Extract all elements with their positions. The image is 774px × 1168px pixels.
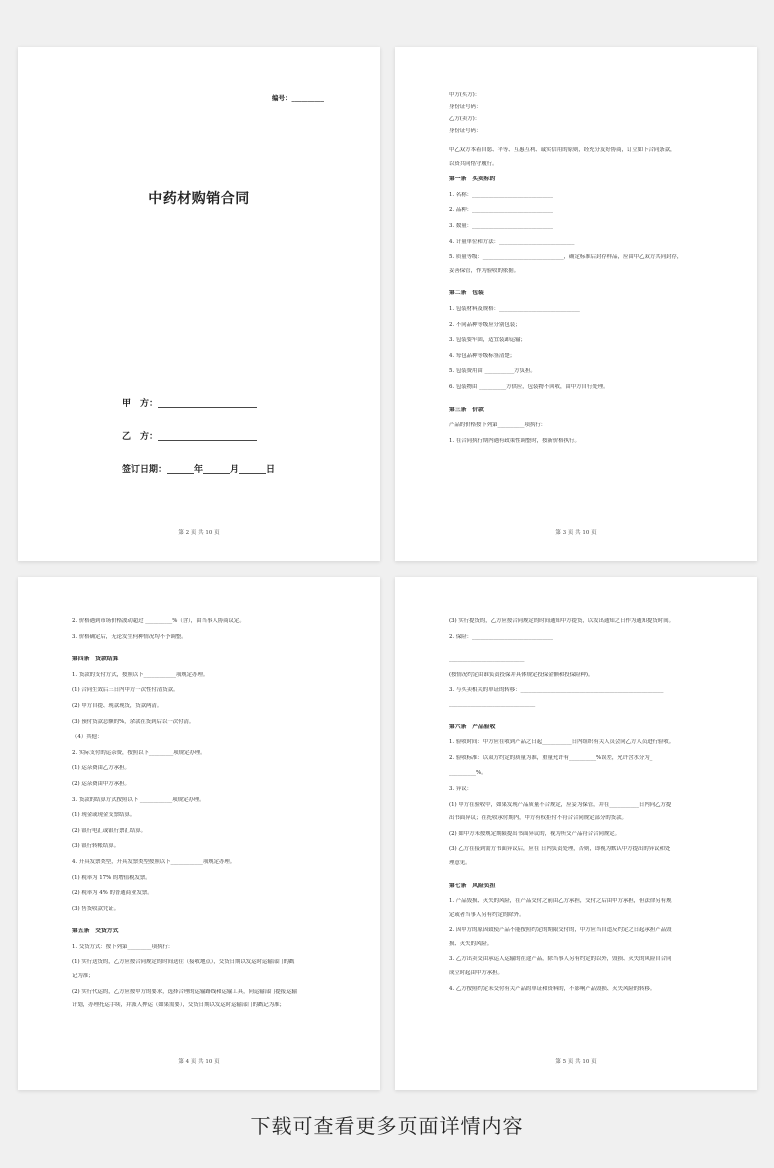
text-line: 3. 异议： <box>449 785 473 792</box>
text-line: 以资共同恪守履行。 <box>449 160 498 167</box>
text-line: 甲乙双方本着自愿、平等、互惠互利、诚实信用的原则，经充分友好协商，订立如下合同条款， <box>449 147 676 153</box>
text-line: (1) 合同生效后三日内甲方一次性付清货款。 <box>72 687 179 694</box>
page-footer: 第 4 页 共 10 页 <box>178 1059 220 1065</box>
text-line: 3. 数量：______________________________ <box>449 222 553 229</box>
cover-fields <box>122 396 275 495</box>
text-line: 产品的价格按下列第__________项执行： <box>449 422 547 429</box>
text-line: ________________________________ <box>449 700 536 707</box>
article-heading: 第六条 产品验收 <box>449 723 496 730</box>
text-line: 3. 价格确定后，无论发生何种情况均不予调整。 <box>72 633 187 640</box>
article-heading: 第一条 买卖标的 <box>449 176 496 183</box>
party-b-field: 乙 方：______________________ <box>122 432 258 442</box>
text-line: 4. 开具发票类型，开具发票类型按照以下____________项规定办理。 <box>72 858 236 865</box>
text-line <box>449 717 733 724</box>
text-line: 1. 货款的支付方式，按照以下____________项规定办理。 <box>72 671 209 678</box>
text-line: 4. 乙方按照约定未交付有关产品的单证和资料的，不影响产品毁损、灭失风险的转移。 <box>449 985 656 992</box>
text-line: (3) 预付货款总额的%，余款在货到后以一次付清。 <box>72 718 195 725</box>
text-line: (1) 现金或现金支票结算。 <box>72 812 136 819</box>
article-heading: 第三条 价款 <box>449 406 484 413</box>
page-footer: 第 2 页 共 10 页 <box>178 530 220 536</box>
text-line: 3. 包装要牢固，适宜装卸运输； <box>449 337 526 344</box>
party-a-field: 甲 方：______________________ <box>122 399 258 409</box>
text-line: 1. 产品毁损、灭失的风险，在产品交付之前由乙方承担，交付之后由甲方承担，但法律另有规 <box>449 898 672 905</box>
text-line: 损、灭失的风险。 <box>449 940 493 947</box>
text-line: 身份证号码： <box>449 104 482 110</box>
text-line: 3. 乙方出卖交由承运人运输的在途产品，除当事人另有约定的以外，毁损、灭失的风险自合同 <box>449 956 672 963</box>
text-line: 妥善保管，作为验收的依据。 <box>449 267 520 274</box>
text-line: ____________________________ <box>449 656 525 663</box>
text-line: 1. 名称：______________________________ <box>449 191 553 198</box>
download-caption: 下载可查看更多页面详情内容 <box>250 1114 524 1138</box>
text-line: 4. 计量单位和方法：____________________________ <box>449 238 575 245</box>
text-line: (1) 实行送货的，乙方应按合同规定的时间送往（接收地点），交货日期以发运时运输部门的戳 <box>72 959 295 966</box>
text-line: (3) 实行提货的，乙方应按合同规定的时间通知甲方提货，以发出通知之日作为通知提货时间。 <box>449 618 674 624</box>
text-line <box>72 921 356 928</box>
text-line: 1. 包装材料及规格：______________________________ <box>449 305 580 312</box>
page-3 <box>395 47 757 561</box>
page-4 <box>18 577 380 1090</box>
page-5 <box>395 577 757 1090</box>
text-line: 2. 实际支付的运杂费，按照以下_________项规定办理。 <box>72 749 206 756</box>
text-line: 3. 与买卖相关的单证的转移：_____________________________________________________ <box>449 687 664 694</box>
text-line: (2) 实行代运的，乙方应按甲方的要求，选择合理的运输路线和运输工具，向运输部门提报运输 <box>72 988 297 995</box>
text-line: 5. 包装费用由 ___________方负担。 <box>449 368 536 375</box>
text-line: 2. 品种：______________________________ <box>449 207 553 214</box>
article-heading: 第五条 交货方式 <box>72 928 119 935</box>
page-body <box>449 618 733 1001</box>
text-line: 2. 保险：______________________________ <box>449 633 553 640</box>
text-line: (1) 甲方在验收中，如果发现产品质量不合规定，应妥为保管，并在___________日内向乙方提 <box>449 801 672 808</box>
text-line: (2) 如甲方未按规定期限提出书面异议的，视为所交产品符合合同规定。 <box>449 830 621 837</box>
text-line: (3) 售货收款凭证。 <box>72 905 120 912</box>
sign-date-field: 签订日期：______年______月______日 <box>122 465 276 475</box>
text-line: (1) 运杂费由乙方承担。 <box>72 765 130 772</box>
text-line <box>449 649 733 656</box>
text-line: 3. 货款的结算方式按照以下 ____________项规定办理。 <box>72 796 205 803</box>
text-line: 5. 质量等级：______________________________，确定标准后封存样品，应由甲乙双方共同封存， <box>449 254 683 261</box>
article-heading: 第四条 货款结算 <box>72 656 119 663</box>
text-line: (3) 银行转帐结算。 <box>72 843 120 850</box>
text-line: 6. 包装物由 __________方供应，包装物不回收，由甲方自行处理。 <box>449 383 609 390</box>
page-body <box>72 618 356 1018</box>
contract-title: 中药材购销合同 <box>148 191 250 207</box>
text-line: 2. 价格遇到市场价格波动超过 __________%（含），由当事人协商议定。 <box>72 618 245 624</box>
text-line: 记为准； <box>72 973 94 980</box>
text-line: 身份证号码： <box>449 128 482 134</box>
text-line: 甲方(买方)： <box>449 92 481 98</box>
text-line: 出书面异议；在托收承付期内，甲方有权拒付不符合合同规定部分的货款。 <box>449 815 627 822</box>
text-line: (2) 甲方自提、现款现货，货款两清。 <box>72 702 163 709</box>
page-footer: 第 3 页 共 10 页 <box>555 530 597 536</box>
page-footer: 第 5 页 共 10 页 <box>555 1059 597 1065</box>
text-line: 计划，办理托运手续，并派人押运（如果需要），交货日期以发运时运输部门的戳记为准； <box>72 1002 285 1009</box>
text-line: 乙方(卖方)： <box>449 116 481 122</box>
text-line: (2) 运杂费由甲方承担。 <box>72 780 130 787</box>
text-line: （4）其他： <box>72 734 103 741</box>
text-line: 2. 因甲方的原因致使产品不能按照约定的期限交付的，甲方应当自违反约定之日起承担产品毁 <box>449 927 672 934</box>
text-line <box>72 649 356 656</box>
text-line: (1) 税率为 17% 的增值税发票。 <box>72 874 151 881</box>
text-line: 1. 交货方式：按下列第_________项执行： <box>72 943 174 950</box>
text-line: 2. 验收标准：以双方约定的质量为准，重量允许有__________%误差，允许含水分为_ <box>449 754 653 761</box>
text-line: 4. 每包品种等级标签清楚； <box>449 352 516 359</box>
text-line: 理意见。 <box>449 859 471 866</box>
text-line: (按情况约定由谁负责投保并具体规定投保金额和投保险种)。 <box>449 671 594 678</box>
article-heading: 第七条 风险负担 <box>449 882 496 889</box>
text-line <box>449 283 733 290</box>
text-line <box>449 140 733 147</box>
text-line: (2) 银行电汇或银行票汇结算。 <box>72 827 147 834</box>
text-line: 成立时起由甲方承担。 <box>449 970 503 977</box>
text-line: (2) 税率为 4% 的普通商业发票。 <box>72 890 153 897</box>
text-line <box>449 400 733 407</box>
text-line: 2. 不同品种等级应分别包装； <box>449 321 521 328</box>
text-line: __________%。 <box>449 770 487 777</box>
page-2-cover <box>18 47 380 561</box>
text-line: 1. 验收时间：甲方应在收到产品之日起___________日内组织有关人员会同乙方人员进行验收。 <box>449 739 675 746</box>
text-line: 1. 在合同执行期内遇有政策性调整时，按新价格执行。 <box>449 437 580 444</box>
text-line: 定或者当事人另有约定的除外。 <box>449 911 525 918</box>
article-heading: 第二条 包装 <box>449 290 484 297</box>
text-line: (3) 乙方在接到需方书面异议后，应在 日内负责处理，否则，即视为默认甲方提出的异议和处 <box>449 846 671 853</box>
page-body <box>449 92 733 453</box>
contract-number-label: 编号：__________ <box>272 94 324 102</box>
text-line <box>449 876 733 883</box>
